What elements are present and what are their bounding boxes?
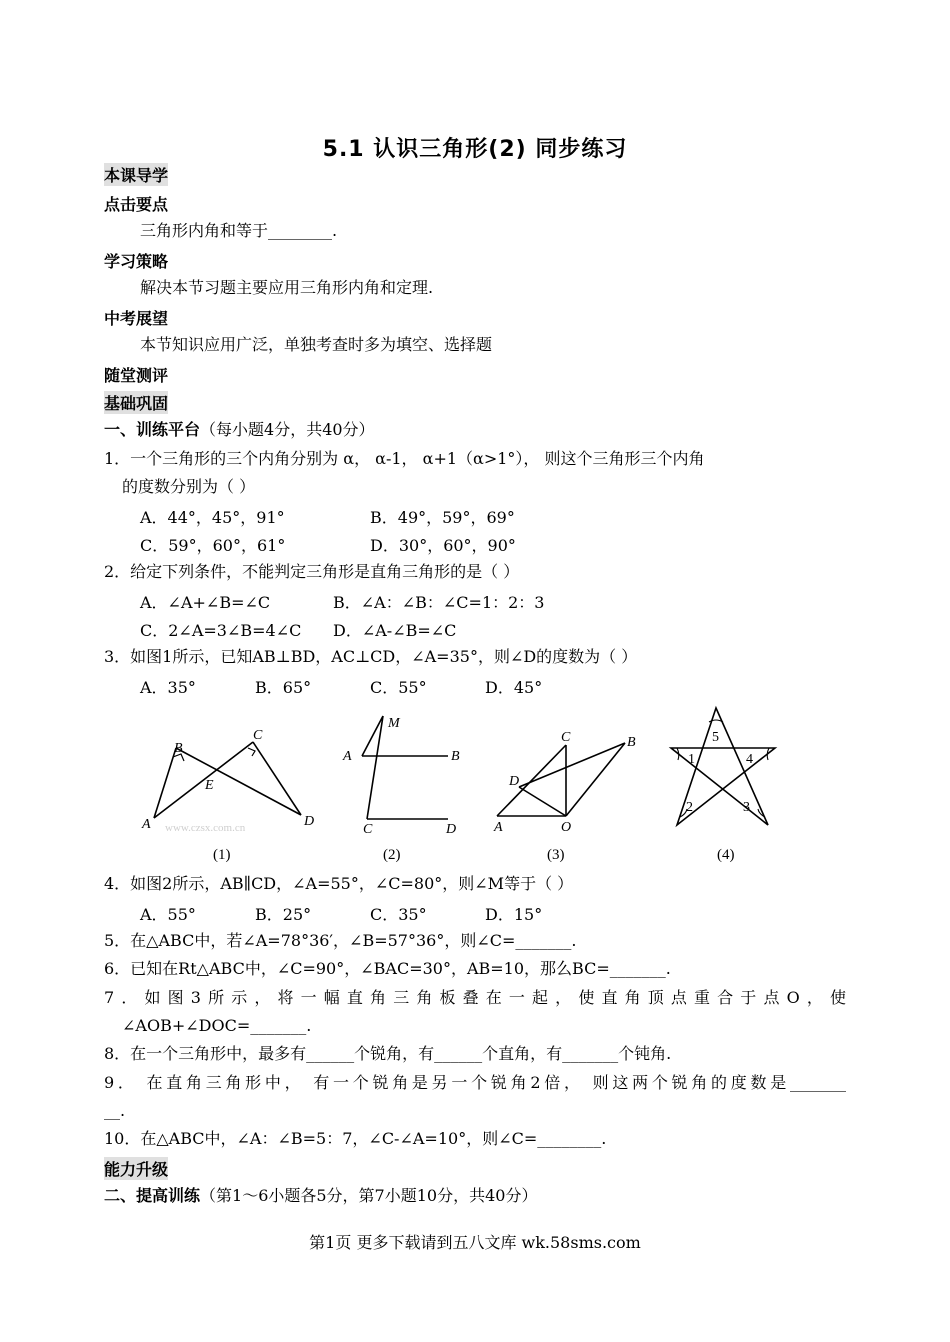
q4-option-a: A．55° [140, 905, 196, 924]
fig3-caption: (3) [547, 847, 565, 863]
fig2-label-d: D [446, 822, 457, 837]
part2-heading [104, 1185, 537, 1207]
q2-option-b: B．∠A：∠B：∠C=1：2：3 [333, 593, 545, 612]
part1-heading [104, 419, 375, 441]
q3-option-c: C．55° [370, 678, 427, 697]
part2-head: 二、提高训练 [104, 1186, 201, 1205]
fig4-label-2: 2 [686, 800, 693, 815]
fig3-label-a: A [494, 820, 503, 835]
q9-line2: __. [104, 1101, 126, 1120]
fig4-caption: (4) [717, 847, 735, 863]
section-key-points: 点击要点 [104, 195, 169, 214]
q7-line2: ∠AOB+∠DOC=_______. [122, 1016, 312, 1035]
q7-line1: 7．如图3所示，将一幅直角三角板叠在一起，使直角顶点重合于点O，使 [104, 988, 846, 1007]
q2-option-a: A．∠A+∠B=∠C [140, 593, 271, 612]
part2-note: （第1～6小题各5分，第7小题10分，共40分） [200, 1186, 538, 1205]
q3-option-d: D．45° [485, 678, 543, 697]
q1-line2: 的度数分别为（ ） [122, 477, 256, 496]
q1-option-b: B．49°，59°，69° [370, 508, 515, 527]
page-footer: 第1页 更多下载请到五八文库 wk.58sms.com [309, 1233, 641, 1252]
q2-option-c: C．2∠A=3∠B=4∠C [140, 621, 302, 640]
section-ability: 能力升级 [104, 1157, 168, 1180]
section-strategy: 学习策略 [104, 252, 169, 271]
fig3-label-b: B [627, 735, 636, 750]
figure-2 [362, 716, 448, 819]
fig2-caption: (2) [383, 847, 401, 863]
q4-option-d: D．15° [485, 905, 543, 924]
fig4-label-4: 4 [746, 752, 753, 767]
q3-option-b: B．65° [255, 678, 312, 697]
fig4-label-1: 1 [688, 752, 695, 767]
fig2-label-a: A [343, 749, 352, 764]
fig1-label-a: A [142, 817, 151, 832]
q8-text: 8．在一个三角形中，最多有______个锐角，有______个直角，有_______个钝角. [104, 1044, 672, 1063]
q1-option-d: D．30°，60°，90° [370, 536, 516, 555]
key-points-text: 三角形内角和等于________. [140, 221, 338, 240]
fig1-caption: (1) [213, 847, 231, 863]
fig3-label-o: O [561, 820, 572, 835]
strategy-text: 解决本节习题主要应用三角形内角和定理. [140, 278, 434, 297]
section-guide: 本课导学 [104, 163, 168, 186]
page-title: 5.1 认识三角形(2) 同步练习 [322, 137, 628, 162]
fig1-watermark: www.czsx.com.cn [165, 822, 246, 834]
fig2-label-b: B [451, 749, 460, 764]
q4-text: 4．如图2所示，AB∥CD，∠A=55°，∠C=80°，则∠M等于（ ） [104, 874, 574, 893]
q6-text: 6．已知在Rt△ABC中，∠C=90°，∠BAC=30°，AB=10，那么BC=_______. [104, 959, 671, 978]
q5-text: 5．在△ABC中，若∠A=78°36′，∠B=57°36°，则∠C=_______. [104, 931, 577, 950]
q3-text: 3．如图1所示，已知AB⊥BD，AC⊥CD，∠A=35°，则∠D的度数为（ ） [104, 647, 638, 666]
q4-option-c: C．35° [370, 905, 427, 924]
exam-text: 本节知识应用广泛，单独考查时多为填空、选择题 [140, 335, 493, 354]
section-exam: 中考展望 [104, 309, 169, 328]
q1-option-a: A．44°，45°，91° [140, 508, 285, 527]
fig4-label-3: 3 [743, 800, 750, 815]
fig2-label-m: M [388, 716, 400, 731]
part1-head: 一、训练平台 [104, 420, 201, 439]
part1-note: （每小题4分，共40分） [200, 420, 375, 439]
q1-line1: 1．一个三角形的三个内角分别为 α， α-1， α+1（α>1°）， 则这个三角形三个内角 [104, 449, 705, 468]
q2-text: 2．给定下列条件，不能判定三角形是直角三角形的是（ ） [104, 562, 520, 581]
fig1-label-d: D [304, 814, 315, 829]
q4-option-b: B．25° [255, 905, 312, 924]
fig3-label-c: C [561, 730, 571, 745]
fig3-label-d: D [509, 774, 520, 789]
q9-line1: 9． 在直角三角形中， 有一个锐角是另一个锐角2倍， 则这两个锐角的度数是_______ [104, 1073, 846, 1092]
fig2-label-c: C [363, 822, 373, 837]
q3-option-a: A．35° [140, 678, 196, 697]
q2-option-d: D．∠A-∠B=∠C [333, 621, 457, 640]
figures-row [140, 705, 800, 870]
section-eval: 随堂测评 [104, 366, 169, 385]
q1-option-c: C．59°，60°，61° [140, 536, 286, 555]
fig4-label-5: 5 [712, 730, 719, 745]
section-basic: 基础巩固 [104, 391, 168, 414]
q10-text: 10．在△ABC中，∠A：∠B=5：7，∠C-∠A=10°，则∠C=________. [104, 1129, 607, 1148]
fig1-label-b: B [174, 741, 183, 756]
fig1-label-c: C [253, 728, 263, 743]
fig1-label-e: E [205, 778, 214, 793]
